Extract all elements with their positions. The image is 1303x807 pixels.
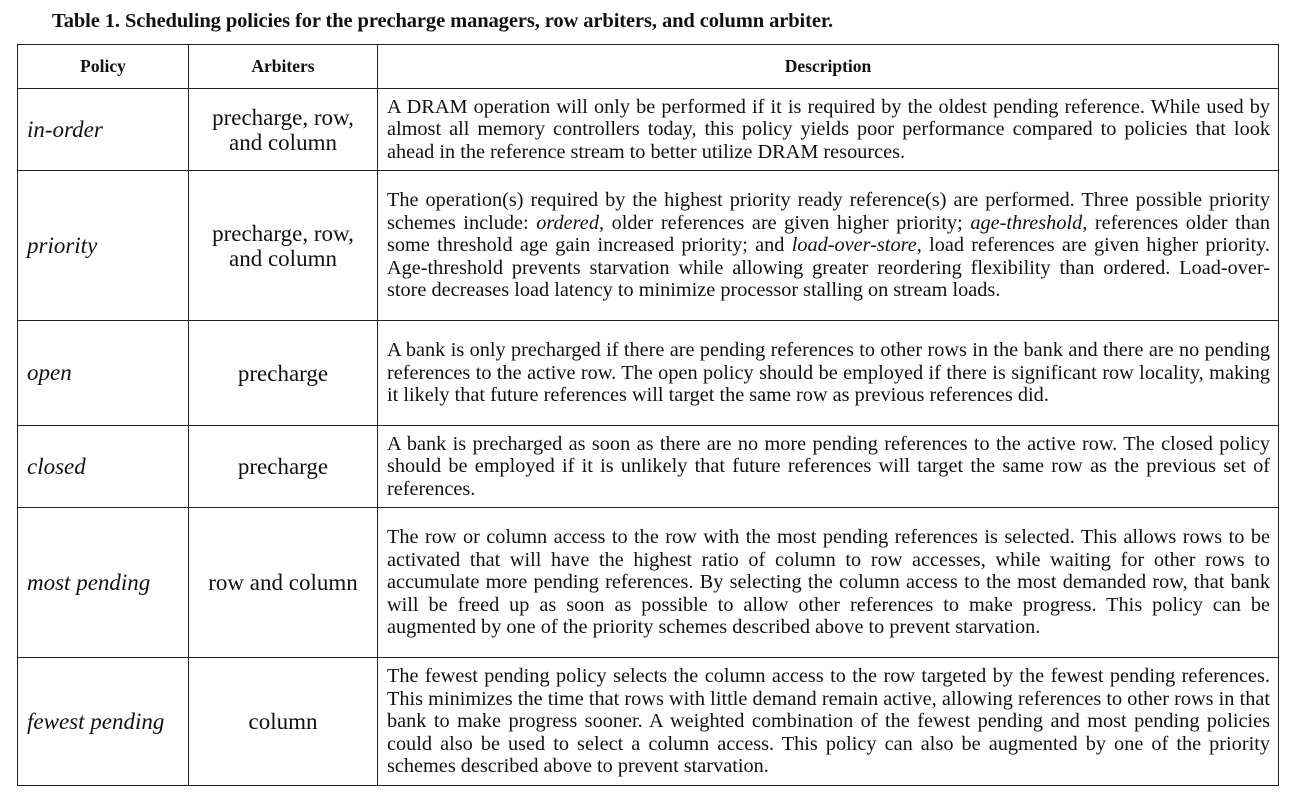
arbiters-line: precharge, row, — [212, 220, 354, 246]
description-cell — [378, 321, 1279, 426]
term-age-threshold: age-threshold — [970, 211, 1083, 234]
description-text: The fewest pending policy selects the column access to the row targeted by the fewest pending references. This minimizes the time that rows with little demand remain active, allowing references to other rows in that bank to make progress sooner. A weighted combination of the fewest pending and most pending policies could also be used to select a column access. This policy can also be augmented by one of the priority schemes described above to prevent starvation. — [387, 665, 1270, 778]
table-caption: Table 1. Scheduling policies for the precharge managers, row arbiters, and column arbiter. — [52, 10, 834, 32]
term-load-over-store: load-over-store — [791, 234, 917, 257]
header-description: Description — [378, 45, 1279, 89]
table-row — [18, 171, 1279, 321]
policy-cell: in-order — [18, 89, 189, 171]
description-text: , references older than some threshold age gain increased priority; and — [387, 211, 1270, 257]
arbiters-line: column — [248, 709, 318, 734]
scheduling-policies-table — [17, 44, 1279, 786]
arbiters-cell — [189, 171, 378, 321]
description-cell — [378, 171, 1279, 321]
policy-cell: priority — [18, 171, 189, 321]
description-text: The operation(s) required by the highest priority ready reference(s) are performed. Three possible priority schemes include: — [387, 189, 1270, 234]
description-text: A bank is only precharged if there are pending references to other rows in the bank and there are no pending references to the active row. The open policy should be employed if there is significant row locality, making it likely that future references will target the same row as previous references did. — [387, 339, 1270, 407]
arbiters-cell — [189, 658, 378, 786]
description-cell — [378, 89, 1279, 171]
header-policy: Policy — [18, 45, 189, 89]
description-cell — [378, 658, 1279, 786]
arbiters-line: and column — [229, 245, 337, 271]
arbiters-line: precharge — [237, 360, 329, 386]
policy-cell: fewest pending — [18, 658, 189, 786]
term-ordered: ordered — [536, 211, 599, 234]
arbiters-line: row and column — [208, 570, 358, 595]
table-row — [18, 426, 1279, 508]
description-text: , load references are given higher priority. Age-threshold prevents starvation while allowing greater reordering flexibility than ordered. Load-over-store decreases load latency to minimize processor stalling on stream loads. — [387, 234, 1270, 302]
table-row — [18, 508, 1279, 658]
table-row — [18, 89, 1279, 171]
arbiters-cell — [189, 89, 378, 171]
arbiters-cell — [189, 426, 378, 508]
policy-cell: most pending — [18, 508, 189, 658]
arbiters-cell — [189, 508, 378, 658]
description-text: The row or column access to the row with the most pending references is selected. This allows rows to be activated that will have the highest ratio of column to row accesses, while waiting for other rows to accumulate more pending references. By selecting the column access to the most demanded row, that bank will be freed up as soon as possible to allow other references to make progress. This policy can be augmented by one of the priority schemes described above to prevent starvation. — [387, 526, 1270, 639]
arbiters-line: precharge — [237, 454, 329, 479]
table-row — [18, 658, 1279, 786]
header-arbiters: Arbiters — [189, 45, 378, 89]
description-text: A bank is precharged as soon as there are no more pending references to the active row. The closed policy should be employed if it is unlikely that future references will target the same row as the previous set of references. — [387, 432, 1270, 500]
description-text: A DRAM operation will only be performed if it is required by the oldest pending reference. While used by almost all memory controllers today, this policy yields poor performance compared to policies that look ahead in the reference stream to better utilize DRAM resources. — [387, 95, 1270, 163]
description-text: , older references are given higher priority; — [598, 211, 971, 234]
description-cell — [378, 426, 1279, 508]
arbiters-cell — [189, 321, 378, 426]
policy-cell: open — [18, 321, 189, 426]
header-row — [18, 45, 1279, 89]
arbiters-line: precharge, row, — [212, 104, 354, 130]
policy-cell: closed — [18, 426, 189, 508]
description-cell — [378, 508, 1279, 658]
arbiters-line: and column — [229, 129, 337, 155]
table-row — [18, 321, 1279, 426]
